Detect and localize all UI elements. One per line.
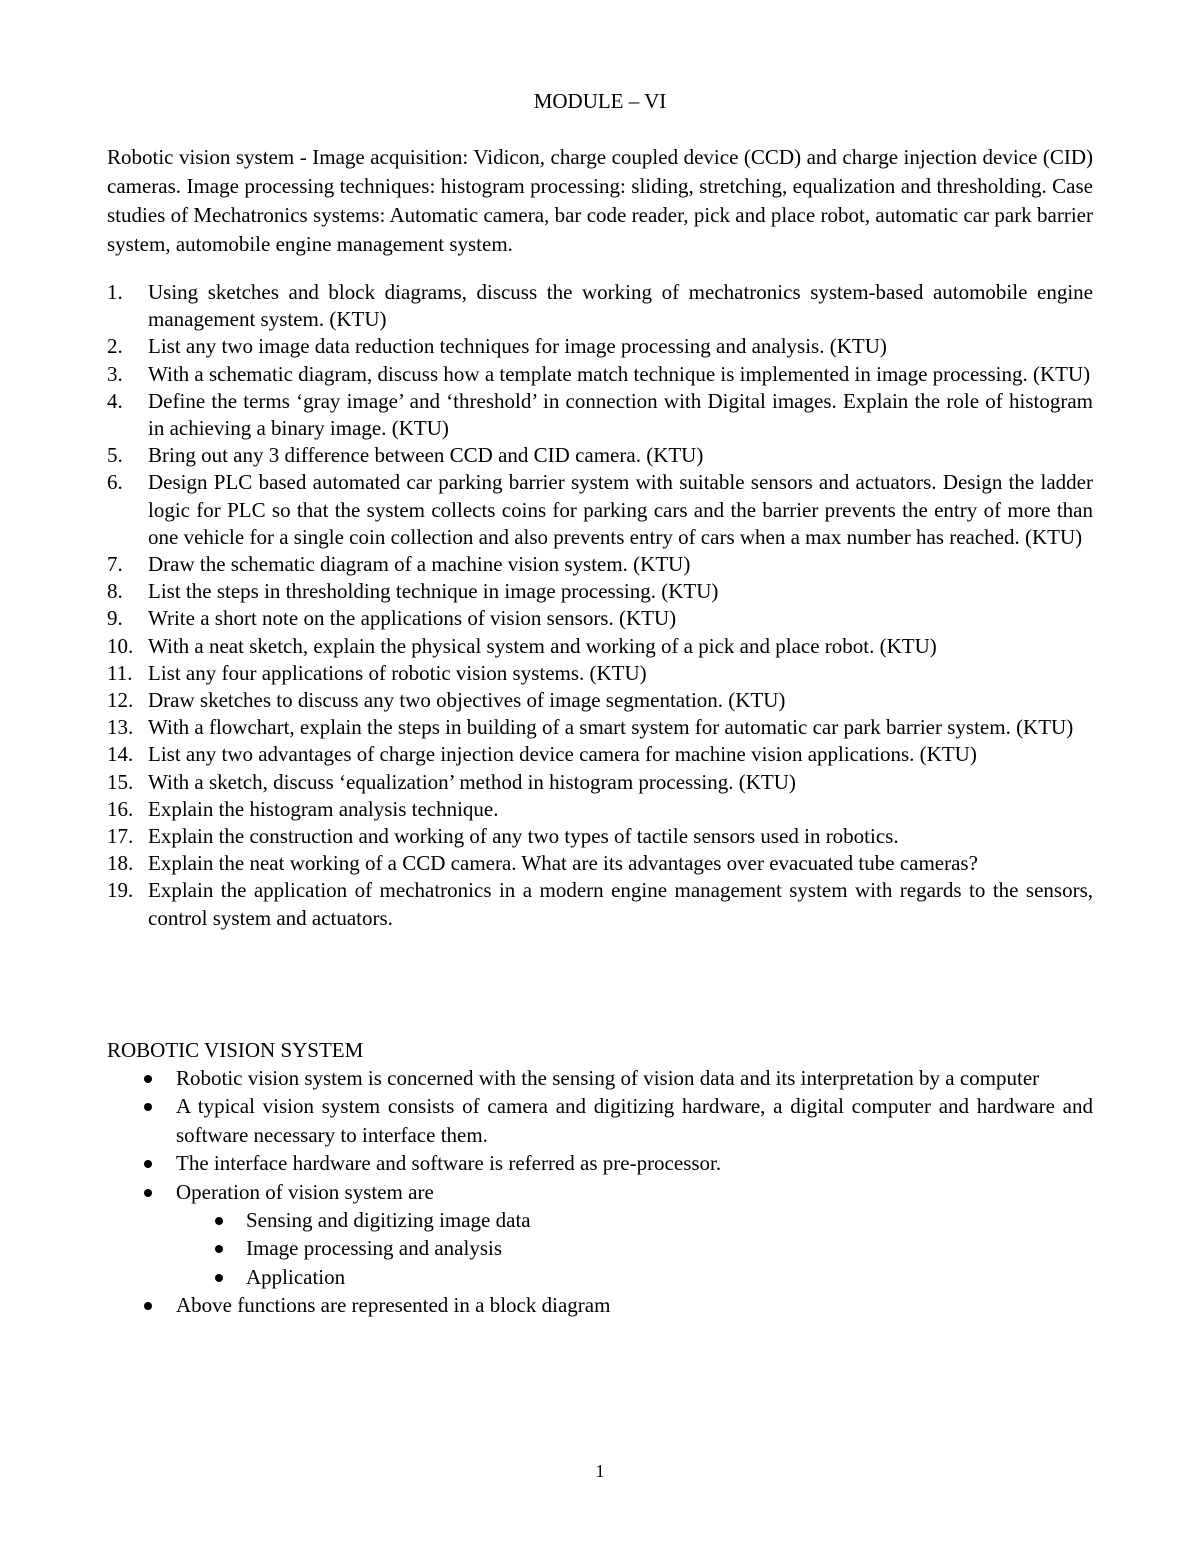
bullet-item (107, 1291, 1093, 1319)
question-item (107, 551, 1093, 578)
bullet-dot-icon (144, 1302, 152, 1310)
section-heading: ROBOTIC VISION SYSTEM (107, 1038, 364, 1062)
question-item (107, 850, 1093, 877)
question-number: 17. (107, 824, 134, 849)
bullet-item (107, 1092, 1093, 1149)
question-item (107, 361, 1093, 388)
question-item (107, 633, 1093, 660)
question-text: With a flowchart, explain the steps in building of a smart system for automatic car park barrier system. (KTU) (148, 715, 1074, 740)
bullet-item (107, 1178, 1093, 1206)
bullet-dot-icon (215, 1274, 223, 1282)
question-number: 5. (107, 443, 123, 468)
question-list (107, 279, 1093, 932)
question-item (107, 388, 1093, 442)
question-item (107, 687, 1093, 714)
question-item (107, 796, 1093, 823)
question-item (107, 333, 1093, 360)
question-text: With a sketch, discuss ‘equalization’ method in histogram processing. (KTU) (148, 769, 796, 794)
question-text: Explain the construction and working of any two types of tactile sensors used in robotics. (148, 824, 899, 849)
question-item (107, 469, 1093, 551)
bullet-dot-icon (144, 1103, 152, 1111)
question-number: 12. (107, 688, 134, 713)
question-text: Design PLC based automated car parking barrier system with suitable sensors and actuators. Design the ladder logic for PLC so that the system collects coins for parking cars and the barrier prevents the entry of more than one vehicle for a single coin collection and also prevents entry of cars when a max number has reached. (KTU) (148, 470, 1093, 549)
bullet-text: Above functions are represented in a block diagram (176, 1293, 611, 1318)
question-text: List any two advantages of charge injection device camera for machine vision applications. (KTU) (148, 742, 977, 767)
sub-bullet-text: Image processing and analysis (246, 1236, 503, 1261)
question-text: Explain the histogram analysis technique. (148, 796, 499, 821)
bullet-text: Operation of vision system are (176, 1179, 434, 1204)
sub-bullet-item (107, 1206, 1093, 1234)
question-item (107, 877, 1093, 931)
sub-bullet-item (107, 1263, 1093, 1291)
question-number: 8. (107, 579, 123, 604)
question-text: List the steps in thresholding technique in image processing. (KTU) (148, 579, 719, 604)
sub-bullet-text: Sensing and digitizing image data (246, 1208, 531, 1233)
question-number: 11. (107, 660, 133, 685)
question-item (107, 823, 1093, 850)
question-item (107, 660, 1093, 687)
bullet-item (107, 1149, 1093, 1177)
page-number: 1 (595, 1461, 605, 1481)
bullet-item (107, 1064, 1093, 1092)
question-item (107, 279, 1093, 333)
question-text: Write a short note on the applications of vision sensors. (KTU) (148, 606, 677, 631)
question-number: 18. (107, 851, 134, 876)
bullet-dot-icon (144, 1160, 152, 1168)
bullet-list (107, 1064, 1093, 1320)
bullet-dot-icon (144, 1189, 152, 1197)
question-number: 13. (107, 715, 134, 740)
question-text: With a schematic diagram, discuss how a template match technique is implemented in image processing. (KTU) (148, 361, 1091, 386)
question-item (107, 741, 1093, 768)
question-text: Draw the schematic diagram of a machine vision system. (KTU) (148, 552, 691, 577)
question-number: 14. (107, 742, 134, 767)
question-number: 9. (107, 606, 123, 631)
bullet-text: The interface hardware and software is referred as pre-processor. (176, 1151, 722, 1176)
question-number: 2. (107, 334, 123, 359)
question-number: 16. (107, 796, 134, 821)
question-text: Explain the application of mechatronics in a modern engine management system with regards to the sensors, control system and actuators. (148, 878, 1093, 930)
question-text: With a neat sketch, explain the physical system and working of a pick and place robot. (KTU) (148, 633, 937, 658)
bullet-dot-icon (215, 1217, 223, 1225)
syllabus-intro: Robotic vision system - Image acquisition: Vidicon, charge coupled device (CCD) and charge injection device (CID) cameras. Image processing techniques: histogram processing: sliding, stretching, equalization and thresholding. Case studies of Mechatronics systems: Automatic camera, bar code reader, pick and place robot, automatic car park barrier system, automobile engine management system. (107, 145, 1093, 256)
question-number: 4. (107, 388, 123, 413)
question-text: Using sketches and block diagrams, discuss the working of mechatronics system-based automobile engine management system. (KTU) (148, 280, 1093, 332)
question-item (107, 442, 1093, 469)
question-number: 7. (107, 552, 123, 577)
question-item (107, 578, 1093, 605)
question-number: 15. (107, 769, 134, 794)
question-text: List any two image data reduction techniques for image processing and analysis. (KTU) (148, 334, 887, 359)
question-item (107, 605, 1093, 632)
question-text: List any four applications of robotic vision systems. (KTU) (148, 660, 647, 685)
bullet-text: Robotic vision system is concerned with the sensing of vision data and its interpretation by a computer (176, 1066, 1040, 1090)
question-item (107, 769, 1093, 796)
question-text: Explain the neat working of a CCD camera. What are its advantages over evacuated tube cameras? (148, 851, 978, 876)
question-number: 1. (107, 280, 123, 304)
bullet-dot-icon (144, 1075, 152, 1083)
question-number: 6. (107, 470, 123, 495)
question-number: 3. (107, 361, 123, 386)
sub-bullet-item (107, 1234, 1093, 1262)
sub-bullet-text: Application (246, 1264, 346, 1289)
bullet-dot-icon (215, 1245, 223, 1253)
question-text: Bring out any 3 difference between CCD and CID camera. (KTU) (148, 443, 704, 468)
page-title: MODULE – VI (533, 89, 667, 113)
question-number: 10. (107, 633, 134, 658)
question-text: Draw sketches to discuss any two objectives of image segmentation. (KTU) (148, 688, 786, 713)
bullet-text: A typical vision system consists of camera and digitizing hardware, a digital computer and hardware and software necessary to interface them. (176, 1094, 1093, 1147)
question-item (107, 714, 1093, 741)
question-text: Define the terms ‘gray image’ and ‘threshold’ in connection with Digital images. Explain the role of histogram in achieving a binary image. (KTU) (148, 388, 1093, 441)
question-number: 19. (107, 878, 134, 903)
